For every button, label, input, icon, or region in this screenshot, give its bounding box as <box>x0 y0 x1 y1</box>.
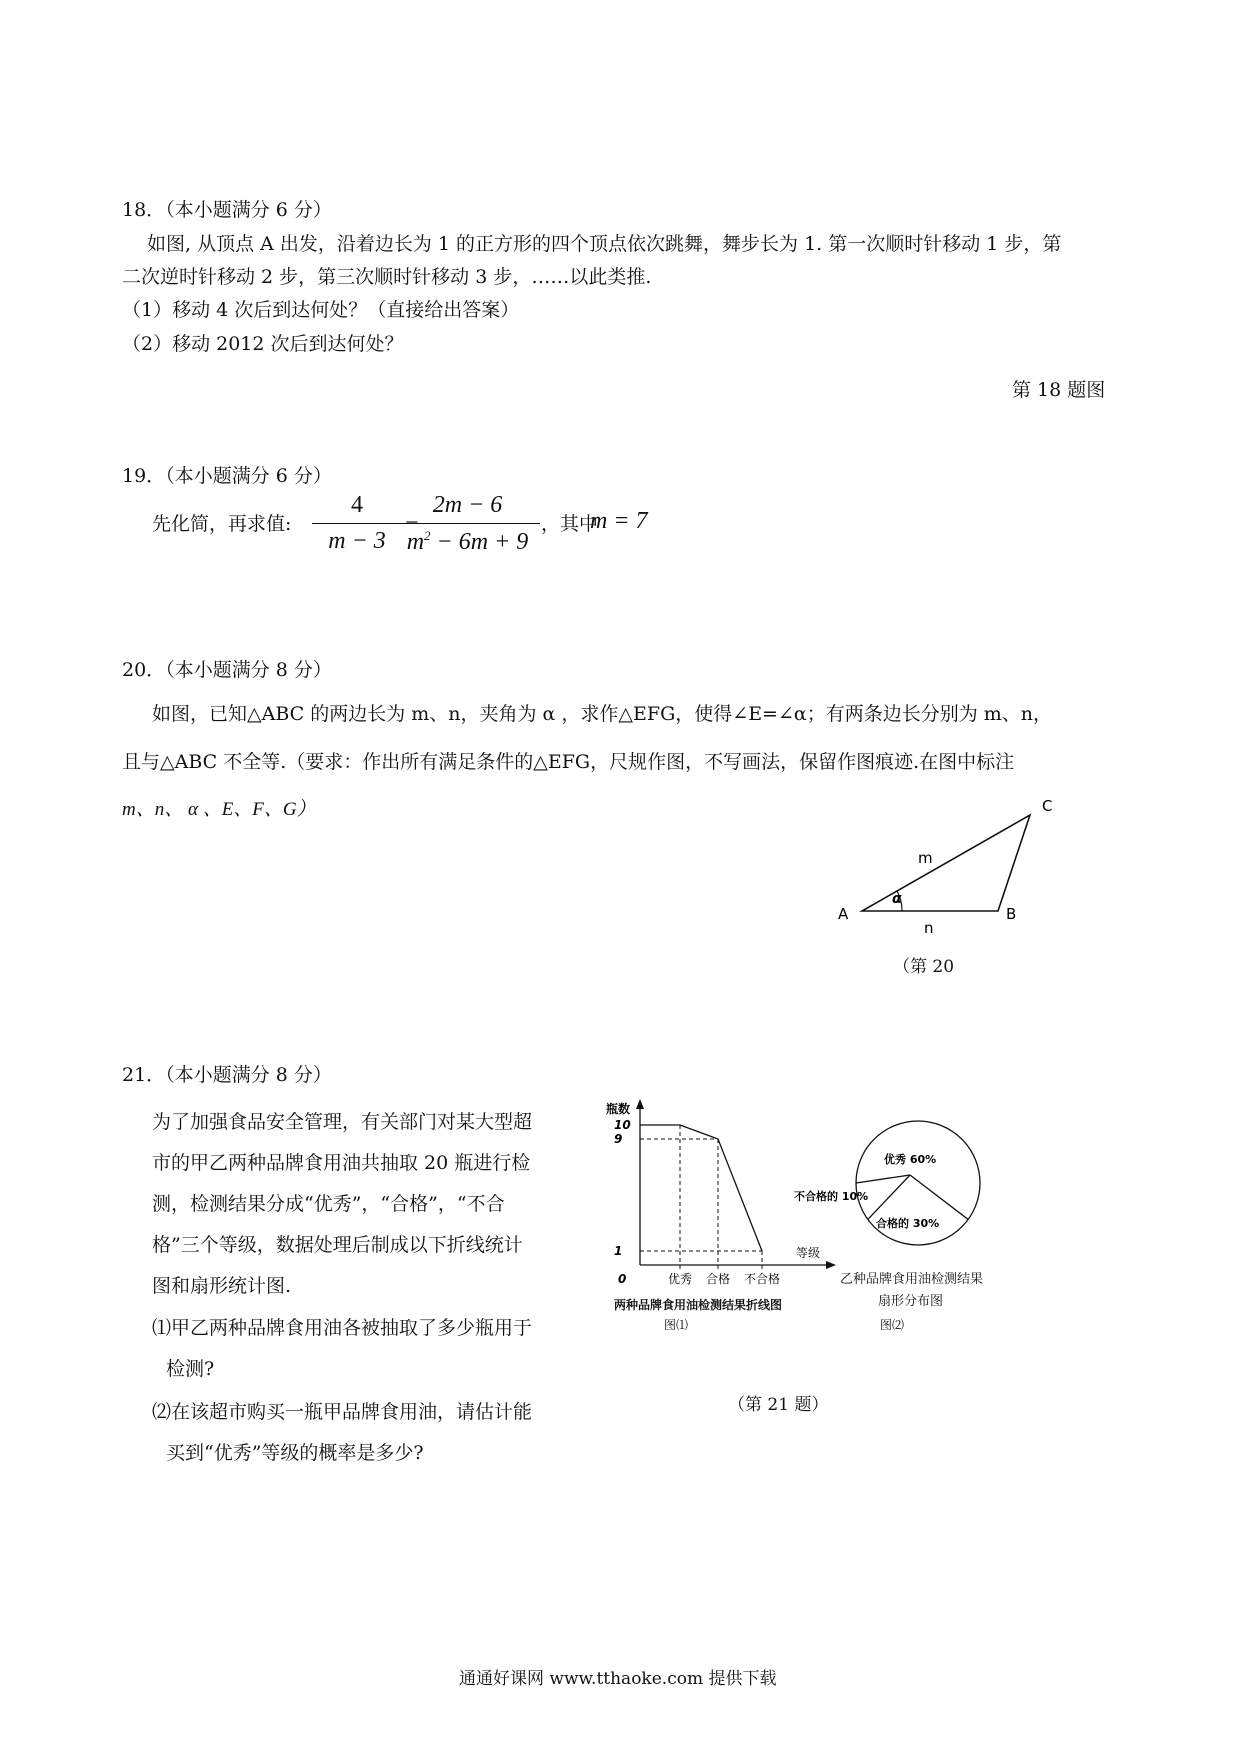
q19-frac2-den-rest: − 6m + 9 <box>430 529 529 555</box>
triangle-abc-figure <box>830 795 1060 935</box>
q19-score: （本小题满分 6 分） <box>165 465 332 487</box>
q18-number: 18． <box>122 199 166 221</box>
q18-figure-caption: 第 18 题图 <box>1012 379 1106 401</box>
line-chart-tick-labels <box>614 1118 780 1286</box>
q19-number: 19． <box>122 465 166 487</box>
q21-line-2: 市的甲乙两种品牌食用油共抽取 20 瓶进行检 <box>152 1152 531 1174</box>
triangle-abc <box>862 815 1030 911</box>
side-m-label: m <box>918 849 933 867</box>
line-chart-guides <box>640 1125 762 1265</box>
line-chart-origin-label: 0 <box>618 1272 627 1286</box>
q18-header <box>122 198 332 222</box>
vertex-a-label: A <box>838 905 849 923</box>
y-tick-label-2: 1 <box>614 1244 623 1258</box>
q19-condition: m = 7 <box>590 508 648 534</box>
pie-chart-caption-title-1: 乙种品牌食用油检测结果 <box>840 1272 984 1287</box>
q18-part2: （2）移动 2012 次后到达何处？ <box>122 333 404 355</box>
x-tick-label-0: 优秀 <box>667 1272 693 1286</box>
q21-line-1: 为了加强食品安全管理，有关部门对某大型超 <box>152 1111 533 1133</box>
q20-number: 20． <box>122 659 166 681</box>
q19-frac1-denominator: m − 3 <box>328 528 386 554</box>
q19-frac1-bar <box>312 523 402 524</box>
q19-header <box>122 464 332 488</box>
pie-boundary-2 <box>910 1175 968 1219</box>
q21-line-5: 图和扇形统计图. <box>152 1275 292 1297</box>
q19-frac1-numerator: 4 <box>351 492 363 518</box>
q19-suffix: ，其中 <box>541 513 599 535</box>
pie-label-pass: 合格的 30% <box>876 1217 940 1230</box>
angle-alpha-label: α <box>892 891 902 907</box>
q18-line2: 二次逆时针移动 2 步，第三次顺时针移动 3 步，……以此类推. <box>122 266 652 288</box>
y-tick-label-0: 10 <box>614 1118 631 1132</box>
q21-part1-b: 检测? <box>166 1358 215 1380</box>
q21-number: 21． <box>122 1064 166 1086</box>
line-chart-series-line <box>640 1125 762 1251</box>
q18-part1: （1）移动 4 次后到达何处？（直接给出答案） <box>122 299 520 321</box>
q19-minus: − <box>405 510 419 536</box>
pie-chart-figure-2 <box>790 1115 1040 1255</box>
q21-figure-caption: （第 21 题） <box>728 1395 829 1415</box>
q19-prefix: 先化简，再求值: <box>152 513 292 535</box>
pie-label-excellent: 优秀 60% <box>884 1153 937 1166</box>
q18-score: （本小题满分 6 分） <box>165 199 332 221</box>
q18-line1: 如图, 从顶点 A 出发，沿着边长为 1 的正方形的四个顶点依次跳舞，舞步长为 1. 第一次顺时针移动 1 步，第 <box>147 233 1062 255</box>
x-axis-arrow <box>826 1261 836 1269</box>
q19-fraction-2 <box>395 492 540 556</box>
q19-frac2-denominator <box>395 528 540 556</box>
q21-part1-a: ⑴甲乙两种品牌食用油各被抽取了多少瓶用于 <box>152 1317 533 1339</box>
pie-boundary-1 <box>868 1175 910 1219</box>
vertex-b-label: B <box>1006 905 1017 923</box>
line-chart-caption-title: 两种品牌食用油检测结果折线图 <box>614 1298 783 1312</box>
x-tick-label-1: 合格 <box>705 1272 731 1286</box>
q20-header <box>122 658 332 682</box>
q20-line3: m、n、 α 、E、F、G） <box>122 799 316 820</box>
q19-frac2-den-exponent: 2 <box>424 528 431 543</box>
q19-frac2-numerator: 2m − 6 <box>432 492 503 518</box>
q19-frac2-den-base: m <box>406 529 425 555</box>
q21-score: （本小题满分 8 分） <box>165 1064 332 1086</box>
page-footer: 通通好课网 www.tthaoke.com 提供下载 <box>459 1669 777 1689</box>
x-tick-label-2: 不合格 <box>743 1272 781 1286</box>
pie-chart-caption-title-2: 扇形分布图 <box>878 1294 944 1309</box>
line-chart-xlabel: 等级 <box>796 1246 821 1260</box>
pie-chart-caption-number: 图⑵ <box>880 1318 905 1332</box>
q20-score: （本小题满分 8 分） <box>165 659 332 681</box>
q21-part2-b: 买到“优秀”等级的概率是多少? <box>166 1442 424 1464</box>
q21-line-3: 测，检测结果分成“优秀”，“合格”，“不合 <box>152 1193 505 1215</box>
q19-frac2-bar <box>395 523 540 524</box>
pie-boundary-0 <box>856 1175 910 1183</box>
q21-header <box>122 1063 332 1087</box>
line-chart-ylabel: 瓶数 <box>606 1102 631 1116</box>
q20-figure-caption: （第 20 <box>893 957 955 977</box>
vertex-c-label: C <box>1042 797 1053 815</box>
line-chart-caption-number: 图⑴ <box>664 1318 689 1332</box>
q20-line2: 且与△ABC 不全等.（要求：作出所有满足条件的△EFG，尺规作图，不写画法，保留作图痕迹.在图中标注 <box>122 751 1015 773</box>
q20-line1: 如图，已知△ABC 的两边长为 m、n，夹角为 α ，求作△EFG，使得∠E=∠α；有两条边长分别为 m、n， <box>152 703 1053 725</box>
pie-label-fail: 不合格的 10% <box>794 1190 869 1203</box>
y-axis-arrow <box>636 1099 644 1109</box>
y-tick-label-1: 9 <box>614 1132 623 1146</box>
q21-line-4: 格”三个等级，数据处理后制成以下折线统计 <box>152 1234 523 1256</box>
q19-fraction-1 <box>312 492 402 555</box>
side-n-label: n <box>924 919 934 935</box>
q21-part2-a: ⑵在该超市购买一瓶甲品牌食用油，请估计能 <box>152 1401 533 1423</box>
